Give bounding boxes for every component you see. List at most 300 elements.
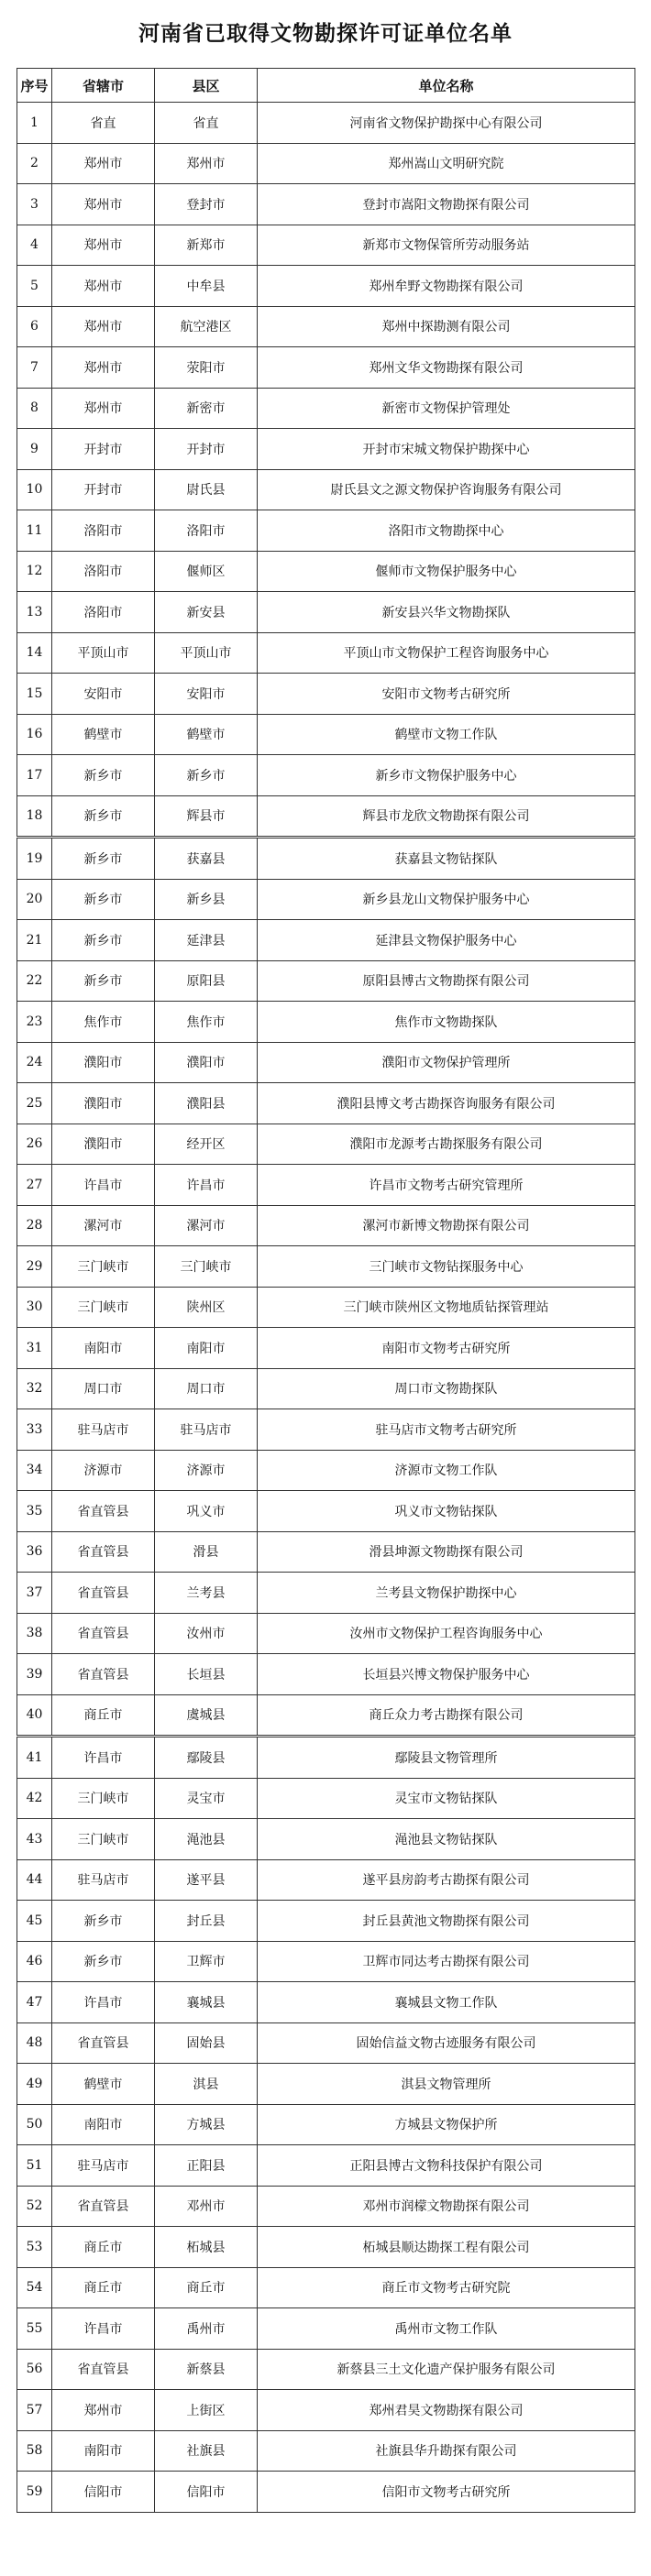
cell-serial-number: 11 [17,510,52,552]
cell-serial-number: 45 [17,1901,52,1942]
cell-serial-number: 57 [17,2390,52,2431]
cell-city: 南阳市 [52,2104,155,2145]
cell-unit-name: 柘城县顺达勘探工程有限公司 [258,2227,635,2268]
table-row [17,143,635,184]
table-row [17,1287,635,1328]
license-table-container [17,68,634,2513]
table-row [17,920,635,961]
table-row [17,1491,635,1532]
table-row [17,2349,635,2390]
table-row [17,1778,635,1819]
cell-city: 省直 [52,103,155,144]
cell-city: 鹤壁市 [52,2064,155,2105]
cell-city: 洛阳市 [52,592,155,633]
cell-serial-number: 33 [17,1409,52,1451]
cell-county: 邓州市 [155,2186,258,2227]
cell-serial-number: 50 [17,2104,52,2145]
cell-county: 商丘市 [155,2267,258,2308]
cell-unit-name: 新密市文物保护管理处 [258,388,635,429]
cell-unit-name: 灵宝市文物钻探队 [258,1778,635,1819]
cell-city: 洛阳市 [52,510,155,552]
cell-city: 许昌市 [52,1165,155,1206]
cell-city: 省直管县 [52,1531,155,1573]
cell-serial-number: 14 [17,632,52,674]
license-table [17,68,635,2513]
table-row [17,714,635,755]
cell-city: 南阳市 [52,1328,155,1369]
cell-city: 平顶山市 [52,632,155,674]
cell-city: 许昌市 [52,2308,155,2350]
cell-unit-name: 汝州市文物保护工程咨询服务中心 [258,1613,635,1654]
cell-city: 新乡市 [52,1941,155,1982]
table-row [17,1165,635,1206]
cell-county: 虞城县 [155,1694,258,1737]
table-row [17,1654,635,1695]
table-row [17,1328,635,1369]
header-serial-number: 序号 [17,69,52,103]
table-row [17,1450,635,1491]
cell-county: 上街区 [155,2390,258,2431]
cell-serial-number: 23 [17,1002,52,1043]
cell-city: 濮阳市 [52,1042,155,1083]
cell-unit-name: 方城县文物保护所 [258,2104,635,2145]
cell-county: 新蔡县 [155,2349,258,2390]
cell-city: 省直管县 [52,2022,155,2064]
cell-unit-name: 商丘众力考古勘探有限公司 [258,1694,635,1737]
cell-city: 济源市 [52,1450,155,1491]
cell-city: 驻马店市 [52,2145,155,2187]
cell-county: 开封市 [155,429,258,470]
cell-county: 滑县 [155,1531,258,1573]
cell-serial-number: 6 [17,306,52,347]
cell-unit-name: 焦作市文物勘探队 [258,1002,635,1043]
cell-county: 郑州市 [155,143,258,184]
cell-county: 辉县市 [155,795,258,838]
cell-serial-number: 18 [17,795,52,838]
cell-county: 渑池县 [155,1819,258,1860]
cell-serial-number: 34 [17,1450,52,1491]
header-city: 省辖市 [52,69,155,103]
cell-unit-name: 安阳市文物考古研究所 [258,674,635,715]
cell-unit-name: 渑池县文物钻探队 [258,1819,635,1860]
table-header-row [17,69,635,103]
cell-serial-number: 17 [17,755,52,796]
table-row [17,838,635,880]
cell-county: 正阳县 [155,2145,258,2187]
table-row [17,1409,635,1451]
cell-serial-number: 30 [17,1287,52,1328]
cell-unit-name: 邓州市润檬文物勘探有限公司 [258,2186,635,2227]
cell-unit-name: 济源市文物工作队 [258,1450,635,1491]
table-row [17,388,635,429]
cell-county: 济源市 [155,1450,258,1491]
cell-city: 省直管县 [52,1613,155,1654]
cell-serial-number: 56 [17,2349,52,2390]
cell-county: 省直 [155,103,258,144]
table-row [17,2472,635,2513]
cell-city: 新乡市 [52,960,155,1002]
cell-serial-number: 48 [17,2022,52,2064]
cell-county: 中牟县 [155,266,258,307]
cell-serial-number: 16 [17,714,52,755]
cell-county: 驻马店市 [155,1409,258,1451]
cell-unit-name: 巩义市文物钻探队 [258,1491,635,1532]
cell-serial-number: 20 [17,879,52,920]
cell-unit-name: 许昌市文物考古研究管理所 [258,1165,635,1206]
cell-serial-number: 9 [17,429,52,470]
cell-unit-name: 郑州嵩山文明研究院 [258,143,635,184]
table-row [17,347,635,389]
cell-city: 省直管县 [52,1654,155,1695]
table-row [17,1124,635,1165]
cell-serial-number: 4 [17,225,52,266]
page-title: 河南省已取得文物勘探许可证单位名单 [138,21,513,46]
table-row [17,510,635,552]
cell-city: 许昌市 [52,1737,155,1779]
cell-city: 安阳市 [52,674,155,715]
table-row [17,429,635,470]
cell-serial-number: 15 [17,674,52,715]
cell-unit-name: 鹤壁市文物工作队 [258,714,635,755]
cell-unit-name: 卫辉市同达考古勘探有限公司 [258,1941,635,1982]
cell-county: 获嘉县 [155,838,258,880]
cell-serial-number: 31 [17,1328,52,1369]
cell-city: 郑州市 [52,2390,155,2431]
cell-unit-name: 郑州文华文物勘探有限公司 [258,347,635,389]
cell-unit-name: 延津县文物保护服务中心 [258,920,635,961]
cell-county: 鄢陵县 [155,1737,258,1779]
cell-county: 长垣县 [155,1654,258,1695]
cell-serial-number: 53 [17,2227,52,2268]
table-row [17,103,635,144]
cell-county: 航空港区 [155,306,258,347]
table-row [17,469,635,510]
table-row [17,1901,635,1942]
cell-county: 灵宝市 [155,1778,258,1819]
table-row [17,2145,635,2187]
cell-serial-number: 24 [17,1042,52,1083]
table-row [17,632,635,674]
table-row [17,551,635,592]
cell-unit-name: 淇县文物管理所 [258,2064,635,2105]
cell-unit-name: 三门峡市陕州区文物地质钻探管理站 [258,1287,635,1328]
cell-unit-name: 周口市文物勘探队 [258,1368,635,1409]
cell-city: 信阳市 [52,2472,155,2513]
cell-serial-number: 41 [17,1737,52,1779]
cell-unit-name: 濮阳市龙源考古勘探服务有限公司 [258,1124,635,1165]
cell-city: 郑州市 [52,347,155,389]
cell-serial-number: 5 [17,266,52,307]
cell-unit-name: 漯河市新博文物勘探有限公司 [258,1205,635,1246]
cell-unit-name: 鄢陵县文物管理所 [258,1737,635,1779]
table-row [17,1819,635,1860]
table-row [17,2267,635,2308]
cell-city: 郑州市 [52,388,155,429]
cell-serial-number: 40 [17,1694,52,1737]
cell-serial-number: 43 [17,1819,52,1860]
cell-serial-number: 13 [17,592,52,633]
cell-serial-number: 49 [17,2064,52,2105]
cell-serial-number: 46 [17,1941,52,1982]
cell-city: 开封市 [52,429,155,470]
cell-county: 新密市 [155,388,258,429]
table-row [17,1205,635,1246]
cell-county: 新乡县 [155,879,258,920]
cell-county: 兰考县 [155,1573,258,1614]
cell-county: 焦作市 [155,1002,258,1043]
cell-city: 省直管县 [52,2186,155,2227]
cell-city: 三门峡市 [52,1819,155,1860]
table-row [17,592,635,633]
cell-unit-name: 新乡市文物保护服务中心 [258,755,635,796]
cell-unit-name: 南阳市文物考古研究所 [258,1328,635,1369]
cell-unit-name: 新乡县龙山文物保护服务中心 [258,879,635,920]
cell-city: 许昌市 [52,1982,155,2023]
cell-city: 商丘市 [52,1694,155,1737]
cell-city: 开封市 [52,469,155,510]
cell-county: 淇县 [155,2064,258,2105]
cell-serial-number: 35 [17,1491,52,1532]
cell-unit-name: 禹州市文物工作队 [258,2308,635,2350]
cell-unit-name: 开封市宋城文物保护勘探中心 [258,429,635,470]
cell-serial-number: 7 [17,347,52,389]
cell-county: 襄城县 [155,1982,258,2023]
table-row [17,184,635,225]
table-row [17,2430,635,2472]
cell-unit-name: 三门峡市文物钻探服务中心 [258,1246,635,1288]
table-row [17,1859,635,1901]
cell-county: 卫辉市 [155,1941,258,1982]
cell-county: 汝州市 [155,1613,258,1654]
cell-serial-number: 54 [17,2267,52,2308]
cell-serial-number: 39 [17,1654,52,1695]
cell-city: 三门峡市 [52,1287,155,1328]
cell-serial-number: 52 [17,2186,52,2227]
table-row [17,1694,635,1737]
cell-unit-name: 封丘县黄池文物勘探有限公司 [258,1901,635,1942]
cell-county: 陕州区 [155,1287,258,1328]
cell-county: 偃师区 [155,551,258,592]
cell-serial-number: 22 [17,960,52,1002]
cell-city: 省直管县 [52,1491,155,1532]
cell-county: 南阳市 [155,1328,258,1369]
table-row [17,2390,635,2431]
cell-serial-number: 55 [17,2308,52,2350]
table-row [17,2308,635,2350]
cell-county: 遂平县 [155,1859,258,1901]
cell-city: 驻马店市 [52,1859,155,1901]
cell-county: 尉氏县 [155,469,258,510]
cell-county: 巩义市 [155,1491,258,1532]
table-row [17,960,635,1002]
cell-unit-name: 新郑市文物保管所劳动服务站 [258,225,635,266]
cell-city: 三门峡市 [52,1778,155,1819]
table-row [17,225,635,266]
cell-serial-number: 25 [17,1083,52,1124]
cell-serial-number: 38 [17,1613,52,1654]
table-row [17,1368,635,1409]
cell-serial-number: 12 [17,551,52,592]
cell-unit-name: 郑州中探勘测有限公司 [258,306,635,347]
cell-unit-name: 新安县兴华文物勘探队 [258,592,635,633]
cell-county: 登封市 [155,184,258,225]
cell-serial-number: 2 [17,143,52,184]
cell-serial-number: 10 [17,469,52,510]
table-row [17,266,635,307]
cell-county: 封丘县 [155,1901,258,1942]
cell-serial-number: 3 [17,184,52,225]
cell-unit-name: 新蔡县三土文化遗产保护服务有限公司 [258,2349,635,2390]
cell-unit-name: 原阳县博古文物勘探有限公司 [258,960,635,1002]
cell-unit-name: 尉氏县文之源文物保护咨询服务有限公司 [258,469,635,510]
cell-county: 禹州市 [155,2308,258,2350]
cell-city: 周口市 [52,1368,155,1409]
cell-unit-name: 登封市嵩阳文物勘探有限公司 [258,184,635,225]
table-body [17,103,635,2513]
cell-serial-number: 1 [17,103,52,144]
table-row [17,1573,635,1614]
cell-unit-name: 辉县市龙欣文物勘探有限公司 [258,795,635,838]
table-row [17,1083,635,1124]
cell-city: 郑州市 [52,225,155,266]
cell-unit-name: 平顶山市文物保护工程咨询服务中心 [258,632,635,674]
cell-city: 新乡市 [52,755,155,796]
table-row [17,2186,635,2227]
cell-county: 许昌市 [155,1165,258,1206]
cell-unit-name: 社旗县华升勘探有限公司 [258,2430,635,2472]
cell-serial-number: 59 [17,2472,52,2513]
cell-unit-name: 濮阳市文物保护管理所 [258,1042,635,1083]
cell-city: 郑州市 [52,306,155,347]
cell-unit-name: 濮阳县博文考古勘探咨询服务有限公司 [258,1083,635,1124]
cell-serial-number: 36 [17,1531,52,1573]
cell-serial-number: 19 [17,838,52,880]
cell-county: 荥阳市 [155,347,258,389]
cell-county: 社旗县 [155,2430,258,2472]
table-row [17,2104,635,2145]
cell-county: 柘城县 [155,2227,258,2268]
cell-serial-number: 8 [17,388,52,429]
cell-city: 焦作市 [52,1002,155,1043]
cell-unit-name: 长垣县兴博文物保护服务中心 [258,1654,635,1695]
cell-serial-number: 28 [17,1205,52,1246]
cell-city: 商丘市 [52,2227,155,2268]
cell-city: 郑州市 [52,143,155,184]
header-unit-name: 单位名称 [258,69,635,103]
cell-serial-number: 58 [17,2430,52,2472]
table-row [17,2064,635,2105]
cell-serial-number: 27 [17,1165,52,1206]
cell-city: 新乡市 [52,795,155,838]
table-row [17,306,635,347]
cell-city: 洛阳市 [52,551,155,592]
cell-city: 郑州市 [52,266,155,307]
table-row [17,674,635,715]
cell-county: 周口市 [155,1368,258,1409]
cell-serial-number: 37 [17,1573,52,1614]
table-row [17,1982,635,2023]
cell-unit-name: 偃师市文物保护服务中心 [258,551,635,592]
cell-county: 固始县 [155,2022,258,2064]
header-county: 县区 [155,69,258,103]
cell-county: 方城县 [155,2104,258,2145]
cell-serial-number: 21 [17,920,52,961]
cell-county: 新安县 [155,592,258,633]
cell-city: 新乡市 [52,920,155,961]
cell-serial-number: 26 [17,1124,52,1165]
cell-county: 濮阳县 [155,1083,258,1124]
cell-unit-name: 襄城县文物工作队 [258,1982,635,2023]
cell-unit-name: 兰考县文物保护勘探中心 [258,1573,635,1614]
cell-unit-name: 河南省文物保护勘探中心有限公司 [258,103,635,144]
cell-city: 郑州市 [52,184,155,225]
cell-county: 漯河市 [155,1205,258,1246]
table-row [17,2022,635,2064]
cell-unit-name: 固始信益文物古迹服务有限公司 [258,2022,635,2064]
table-row [17,1531,635,1573]
cell-serial-number: 47 [17,1982,52,2023]
table-row [17,1613,635,1654]
table-row [17,1941,635,1982]
cell-serial-number: 51 [17,2145,52,2187]
cell-city: 南阳市 [52,2430,155,2472]
cell-county: 新乡市 [155,755,258,796]
table-row [17,1042,635,1083]
cell-city: 省直管县 [52,1573,155,1614]
cell-city: 三门峡市 [52,1246,155,1288]
cell-county: 鹤壁市 [155,714,258,755]
table-row [17,1737,635,1779]
cell-city: 新乡市 [52,879,155,920]
cell-county: 延津县 [155,920,258,961]
cell-county: 信阳市 [155,2472,258,2513]
cell-serial-number: 44 [17,1859,52,1901]
cell-unit-name: 驻马店市文物考古研究所 [258,1409,635,1451]
cell-city: 驻马店市 [52,1409,155,1451]
cell-county: 经开区 [155,1124,258,1165]
cell-county: 新郑市 [155,225,258,266]
cell-county: 洛阳市 [155,510,258,552]
cell-county: 安阳市 [155,674,258,715]
cell-county: 三门峡市 [155,1246,258,1288]
table-row [17,879,635,920]
table-row [17,795,635,838]
cell-unit-name: 正阳县博古文物科技保护有限公司 [258,2145,635,2187]
cell-unit-name: 遂平县房韵考古勘探有限公司 [258,1859,635,1901]
table-row [17,2227,635,2268]
cell-city: 新乡市 [52,1901,155,1942]
cell-city: 鹤壁市 [52,714,155,755]
table-row [17,1002,635,1043]
cell-unit-name: 洛阳市文物勘探中心 [258,510,635,552]
cell-unit-name: 获嘉县文物钻探队 [258,838,635,880]
cell-city: 商丘市 [52,2267,155,2308]
cell-unit-name: 滑县坤源文物勘探有限公司 [258,1531,635,1573]
cell-unit-name: 信阳市文物考古研究所 [258,2472,635,2513]
cell-city: 新乡市 [52,838,155,880]
cell-serial-number: 42 [17,1778,52,1819]
cell-city: 漯河市 [52,1205,155,1246]
cell-county: 濮阳市 [155,1042,258,1083]
cell-unit-name: 商丘市文物考古研究院 [258,2267,635,2308]
table-row [17,1246,635,1288]
cell-city: 濮阳市 [52,1083,155,1124]
cell-city: 濮阳市 [52,1124,155,1165]
cell-city: 省直管县 [52,2349,155,2390]
table-row [17,755,635,796]
cell-unit-name: 郑州牟野文物勘探有限公司 [258,266,635,307]
cell-serial-number: 29 [17,1246,52,1288]
